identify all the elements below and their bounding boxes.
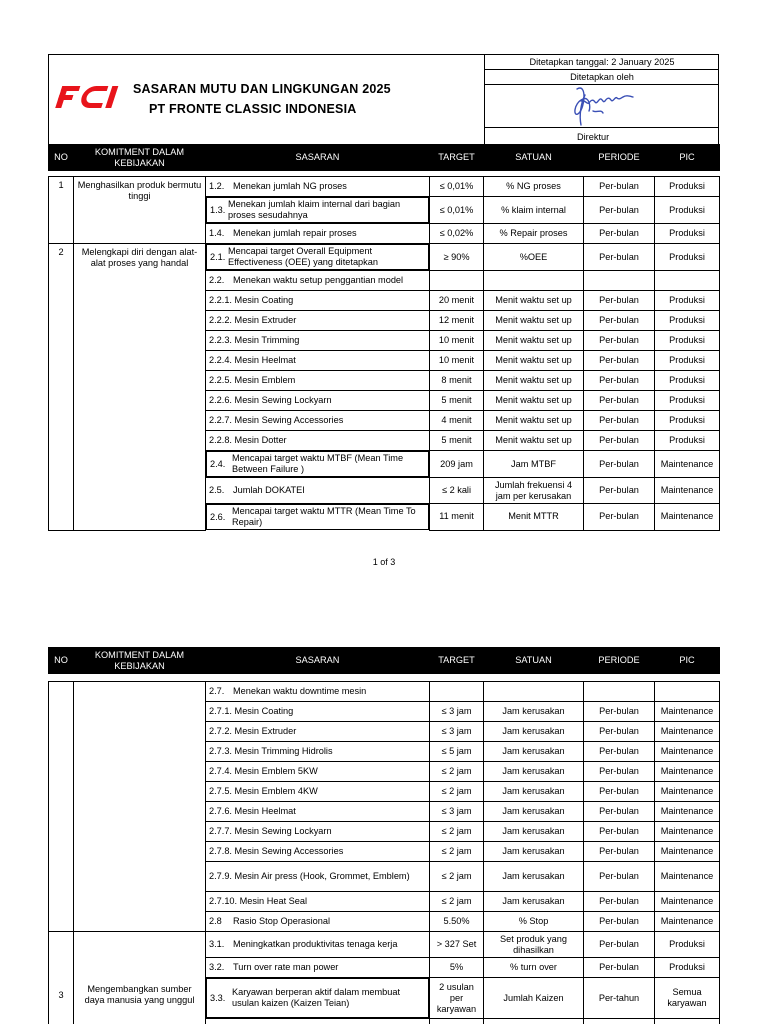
- row-pic: Produksi: [655, 311, 720, 331]
- row-periode: Per-bulan: [584, 782, 655, 802]
- spacer-row: [49, 674, 720, 682]
- row-periode: Per-bulan: [584, 504, 655, 531]
- row-target: 12 menit: [430, 311, 484, 331]
- row-komitmen: [74, 682, 206, 932]
- row-pic: Semua karyawan: [655, 978, 720, 1019]
- row-pic: Maintenance: [655, 802, 720, 822]
- row-periode: Per-bulan: [584, 291, 655, 311]
- row-satuan: Menit waktu set up: [484, 391, 584, 411]
- row-no: 1: [49, 177, 74, 244]
- sasaran-number: 2.8: [209, 916, 222, 926]
- row-target: 5.50%: [430, 912, 484, 932]
- sasaran-text: Menekan jumlah NG proses: [233, 181, 347, 191]
- row-satuan: % Stop: [484, 912, 584, 932]
- row-pic: Produksi: [655, 431, 720, 451]
- col-target: TARGET: [430, 145, 484, 171]
- row-periode: [584, 682, 655, 702]
- row-komitmen: Melengkapi diri dengan alat-alat proses yang handal: [74, 244, 206, 531]
- page-1-table-wrap: [48, 144, 719, 531]
- row-periode: Per-bulan: [584, 391, 655, 411]
- row-satuan: % klaim internal: [484, 197, 584, 224]
- row-satuan: %OEE: [484, 244, 584, 271]
- row-sasaran: 2.2.6. Mesin Sewing Lockyarn: [206, 391, 430, 411]
- row-sasaran: 2.7.2. Mesin Extruder: [206, 722, 430, 742]
- row-target: ≥ 90%: [430, 244, 484, 271]
- sasaran-number: 3.3.: [210, 992, 226, 1003]
- row-target: ≤ 2 kali: [430, 478, 484, 504]
- row-target: ≤ 0,01%: [430, 177, 484, 197]
- row-no: 3: [49, 932, 74, 1024]
- row-periode: Per-bulan: [584, 431, 655, 451]
- row-satuan: Jam kerusakan: [484, 722, 584, 742]
- row-target: ≤ 2 jam: [430, 862, 484, 892]
- row-satuan: Menit waktu set up: [484, 311, 584, 331]
- ditetapkan-tanggal: Ditetapkan tanggal: 2 January 2025: [485, 55, 719, 70]
- row-periode: Per-bulan: [584, 722, 655, 742]
- row-pic: Produksi: [655, 351, 720, 371]
- row-target: [430, 271, 484, 291]
- fci-logo: [53, 84, 121, 110]
- title-left: [49, 55, 485, 145]
- sasaran-text: Menekan waktu setup penggantian model: [233, 275, 404, 285]
- row-sasaran: 2.2.7. Mesin Sewing Accessories: [206, 411, 430, 431]
- row-pic: Produksi: [655, 244, 720, 271]
- row-periode: Per-bulan: [584, 742, 655, 762]
- row-sasaran: [206, 244, 429, 270]
- row-periode: Per-bulan: [584, 371, 655, 391]
- row-satuan: [484, 682, 584, 702]
- title-block: [48, 54, 719, 144]
- row-periode: Per-bulan: [584, 932, 655, 958]
- row-pic: Produksi: [655, 197, 720, 224]
- row-target: ≤ 3 jam: [430, 722, 484, 742]
- row-pic: Produksi: [655, 932, 720, 958]
- sasaran-number: 3.2.: [209, 962, 225, 972]
- row-pic: Produksi: [655, 371, 720, 391]
- row-target: ≤ 3 jam: [430, 802, 484, 822]
- signature-area: [485, 85, 719, 127]
- row-no: [49, 682, 74, 932]
- sasaran-number: 3.1.: [209, 939, 225, 949]
- row-target: ≤ 2 jam: [430, 892, 484, 912]
- row-pic: [655, 1019, 720, 1024]
- sasaran-text: Rasio Stop Operasional: [233, 916, 331, 926]
- row-pic: Maintenance: [655, 478, 720, 504]
- row-pic: Maintenance: [655, 842, 720, 862]
- row-satuan: Jam kerusakan: [484, 862, 584, 892]
- page-2-table: [48, 647, 720, 1024]
- row-satuan: Jumlah Kaizen: [484, 978, 584, 1019]
- row-target: 4 menit: [430, 411, 484, 431]
- row-target: ≤ 2 jam: [430, 822, 484, 842]
- row-sasaran: [206, 978, 429, 1018]
- direktur-label: Direktur: [485, 127, 719, 145]
- row-sasaran: 2.7.9. Mesin Air press (Hook, Grommet, Emblem): [206, 862, 430, 892]
- row-pic: Maintenance: [655, 722, 720, 742]
- row-pic: Maintenance: [655, 892, 720, 912]
- table-row: [49, 177, 720, 197]
- row-sasaran: 2.7.5. Mesin Emblem 4KW: [206, 782, 430, 802]
- row-target: 2 usulan per karyawan: [430, 978, 484, 1019]
- row-target: 8 menit: [430, 371, 484, 391]
- row-periode: Per-bulan: [584, 451, 655, 478]
- row-no: 2: [49, 244, 74, 531]
- col-satuan: SATUAN: [484, 145, 584, 171]
- row-target: 11 menit: [430, 504, 484, 531]
- row-target: ≤ 0,01%: [430, 197, 484, 224]
- sasaran-number: 2.4.: [210, 458, 226, 469]
- sasaran-number: 2.7.: [209, 686, 225, 696]
- col-no: NO: [49, 145, 74, 171]
- row-satuan: Jam kerusakan: [484, 842, 584, 862]
- row-satuan: Jam kerusakan: [484, 822, 584, 842]
- row-periode: Per-bulan: [584, 958, 655, 978]
- row-satuan: [484, 271, 584, 291]
- sasaran-number: 1.2.: [209, 181, 225, 191]
- row-pic: Produksi: [655, 224, 720, 244]
- row-target: [430, 682, 484, 702]
- col-komitmen: KOMITMENT DALAM KEBIJAKAN: [74, 145, 206, 171]
- row-sasaran: [206, 224, 430, 244]
- sasaran-text: Mencapai target waktu MTBF (Mean Time Between Failure ): [232, 453, 404, 474]
- row-sasaran: [206, 271, 430, 291]
- row-periode: Per-bulan: [584, 478, 655, 504]
- col-periode: PERIODE: [584, 648, 655, 674]
- row-satuan: Menit waktu set up: [484, 431, 584, 451]
- row-pic: Produksi: [655, 331, 720, 351]
- row-target: ≤ 2 jam: [430, 842, 484, 862]
- sasaran-number: 1.3.: [210, 204, 226, 215]
- row-komitmen: Menghasilkan produk bermutu tinggi: [74, 177, 206, 244]
- col-sasaran: SASARAN: [206, 145, 430, 171]
- row-pic: Maintenance: [655, 762, 720, 782]
- sasaran-number: 2.6.: [210, 511, 226, 522]
- sasaran-number: 2.5.: [209, 485, 225, 495]
- row-periode: Per-bulan: [584, 912, 655, 932]
- table-header: [49, 145, 720, 171]
- row-sasaran: [206, 682, 430, 702]
- row-satuan: Jumlah frekuensi 4 jam per kerusakan: [484, 478, 584, 504]
- row-periode: Per-bulan: [584, 351, 655, 371]
- row-pic: Produksi: [655, 958, 720, 978]
- row-satuan: Menit waktu set up: [484, 411, 584, 431]
- row-satuan: % NG proses: [484, 177, 584, 197]
- sasaran-text: Turn over rate man power: [233, 962, 339, 972]
- row-pic: Produksi: [655, 391, 720, 411]
- row-target: 5 menit: [430, 431, 484, 451]
- row-sasaran: [206, 932, 430, 958]
- sasaran-number: 1.4.: [209, 228, 225, 238]
- row-satuan: Menit waktu set up: [484, 291, 584, 311]
- row-sasaran: [206, 912, 430, 932]
- sasaran-text: Menekan jumlah repair proses: [233, 228, 357, 238]
- row-periode: Per-bulan: [584, 177, 655, 197]
- company-name: PT FRONTE CLASSIC INDONESIA: [149, 102, 357, 116]
- row-target: 5 menit: [430, 391, 484, 411]
- row-periode: Per-bulan: [584, 802, 655, 822]
- row-sasaran: 2.7.1. Mesin Coating: [206, 702, 430, 722]
- row-sasaran: 2.2.2. Mesin Extruder: [206, 311, 430, 331]
- row-target: [430, 1019, 484, 1024]
- sasaran-text: Menekan waktu downtime mesin: [233, 686, 367, 696]
- row-target: ≤ 2 jam: [430, 762, 484, 782]
- row-target: 10 menit: [430, 331, 484, 351]
- sasaran-text: Jumlah DOKATEI: [233, 485, 305, 495]
- row-pic: Maintenance: [655, 742, 720, 762]
- row-pic: Maintenance: [655, 451, 720, 478]
- row-periode: [584, 271, 655, 291]
- row-pic: [655, 271, 720, 291]
- row-sasaran: [206, 958, 430, 978]
- sasaran-text: Karyawan berperan aktif dalam membuat usulan kaizen (Kaizen Teian): [232, 987, 401, 1008]
- col-satuan: SATUAN: [484, 648, 584, 674]
- row-satuan: Jam kerusakan: [484, 782, 584, 802]
- row-pic: Maintenance: [655, 782, 720, 802]
- row-pic: Maintenance: [655, 912, 720, 932]
- row-satuan: Menit waktu set up: [484, 331, 584, 351]
- row-satuan: Set produk yang dihasilkan: [484, 932, 584, 958]
- row-sasaran: [206, 197, 429, 223]
- col-pic: PIC: [655, 145, 720, 171]
- row-target: ≤ 5 jam: [430, 742, 484, 762]
- row-sasaran: 2.2.3. Mesin Trimming: [206, 331, 430, 351]
- sasaran-text: Menekan jumlah klaim internal dari bagian proses sesudahnya: [228, 199, 401, 220]
- row-satuan: Jam kerusakan: [484, 892, 584, 912]
- row-sasaran: 2.2.4. Mesin Heelmat: [206, 351, 430, 371]
- row-satuan: Jam MTBF: [484, 451, 584, 478]
- row-satuan: Jam kerusakan: [484, 742, 584, 762]
- col-no: NO: [49, 648, 74, 674]
- row-sasaran: [206, 177, 430, 197]
- row-pic: Produksi: [655, 177, 720, 197]
- row-pic: Maintenance: [655, 822, 720, 842]
- row-target: 209 jam: [430, 451, 484, 478]
- row-satuan: Menit waktu set up: [484, 371, 584, 391]
- row-sasaran: 2.2.5. Mesin Emblem: [206, 371, 430, 391]
- row-satuan: Jam kerusakan: [484, 762, 584, 782]
- row-sasaran: [206, 478, 430, 504]
- row-periode: Per-bulan: [584, 822, 655, 842]
- col-komitmen: KOMITMENT DALAM KEBIJAKAN: [74, 648, 206, 674]
- row-periode: Per-bulan: [584, 331, 655, 351]
- signature-icon: [485, 85, 719, 127]
- page-number: 1 of 3: [372, 557, 396, 567]
- row-sasaran: 2.7.3. Mesin Trimming Hidrolis: [206, 742, 430, 762]
- row-sasaran: [206, 504, 429, 530]
- table-row: [49, 932, 720, 958]
- row-satuan: [484, 1019, 584, 1024]
- row-target: 20 menit: [430, 291, 484, 311]
- sasaran-number: 2.2.: [209, 275, 225, 285]
- row-pic: Maintenance: [655, 504, 720, 531]
- row-periode: Per-bulan: [584, 244, 655, 271]
- row-target: ≤ 2 jam: [430, 782, 484, 802]
- table-row: [49, 244, 720, 271]
- row-periode: Per-bulan: [584, 702, 655, 722]
- document-title: SASARAN MUTU DAN LINGKUNGAN 2025: [133, 82, 391, 96]
- row-pic: Maintenance: [655, 702, 720, 722]
- row-sasaran: 2.7.4. Mesin Emblem 5KW: [206, 762, 430, 782]
- page-1-table: [48, 144, 720, 531]
- row-periode: Per-tahun: [584, 978, 655, 1019]
- row-sasaran: 2.7.6. Mesin Heelmat: [206, 802, 430, 822]
- col-target: TARGET: [430, 648, 484, 674]
- ditetapkan-oleh: Ditetapkan oleh: [485, 70, 719, 85]
- col-periode: PERIODE: [584, 145, 655, 171]
- row-sasaran: 2.7.10. Mesin Heat Seal: [206, 892, 430, 912]
- sasaran-text: Mencapai target Overall Equipment Effectiveness (OEE) yang ditetapkan: [228, 246, 378, 267]
- row-target: ≤ 3 jam: [430, 702, 484, 722]
- row-sasaran: 2.7.8. Mesin Sewing Accessories: [206, 842, 430, 862]
- row-pic: [655, 682, 720, 702]
- row-satuan: Jam kerusakan: [484, 702, 584, 722]
- row-periode: Per-bulan: [584, 862, 655, 892]
- row-sasaran: [206, 451, 429, 477]
- row-pic: Produksi: [655, 411, 720, 431]
- row-satuan: % Repair proses: [484, 224, 584, 244]
- row-target: 5%: [430, 958, 484, 978]
- row-satuan: Menit waktu set up: [484, 351, 584, 371]
- col-pic: PIC: [655, 648, 720, 674]
- row-target: 10 menit: [430, 351, 484, 371]
- row-satuan: Jam kerusakan: [484, 802, 584, 822]
- row-periode: Per-bulan: [584, 842, 655, 862]
- table-row: [49, 682, 720, 702]
- sasaran-text: Meningkatkan produktivitas tenaga kerja: [233, 939, 398, 949]
- row-target: > 327 Set: [430, 932, 484, 958]
- row-komitmen: Mengembangkan sumber daya manusia yang unggul: [74, 932, 206, 1024]
- row-periode: Per-bulan: [584, 224, 655, 244]
- col-sasaran: SASARAN: [206, 648, 430, 674]
- row-periode: [584, 1019, 655, 1024]
- table-header: [49, 648, 720, 674]
- row-periode: Per-bulan: [584, 892, 655, 912]
- row-periode: Per-bulan: [584, 311, 655, 331]
- row-satuan: % turn over: [484, 958, 584, 978]
- row-target: ≤ 0,02%: [430, 224, 484, 244]
- row-sasaran: [206, 1019, 430, 1024]
- row-periode: Per-bulan: [584, 411, 655, 431]
- row-satuan: Menit MTTR: [484, 504, 584, 531]
- row-sasaran: 2.2.8. Mesin Dotter: [206, 431, 430, 451]
- row-pic: Maintenance: [655, 862, 720, 892]
- page-2-table-wrap: [48, 647, 719, 1024]
- sasaran-number: 2.1.: [210, 251, 226, 262]
- sasaran-text: Mencapai target waktu MTTR (Mean Time To Repair): [232, 506, 416, 527]
- row-periode: Per-bulan: [584, 197, 655, 224]
- row-pic: Produksi: [655, 291, 720, 311]
- row-sasaran: 2.7.7. Mesin Sewing Lockyarn: [206, 822, 430, 842]
- row-periode: Per-bulan: [584, 762, 655, 782]
- row-sasaran: 2.2.1. Mesin Coating: [206, 291, 430, 311]
